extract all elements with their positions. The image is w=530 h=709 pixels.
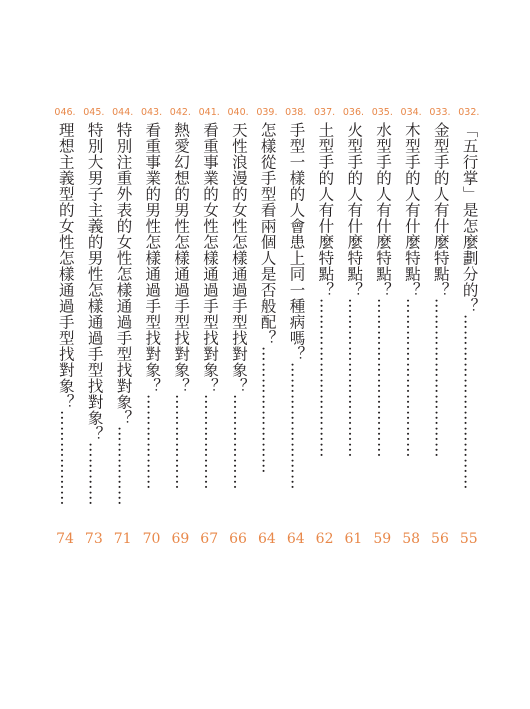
toc-entry-title: 怎樣從手型看兩個人是否般配？……………………: [258, 122, 277, 474]
toc-entry-title: 水型手的人有什麼特點？…………………………: [374, 122, 393, 458]
toc-entry-title: 特別注重外表的女性怎樣通過手型找對象？……………: [114, 122, 133, 506]
toc-entry-number: 036.: [342, 107, 365, 118]
toc-entry-number: 042.: [169, 107, 191, 118]
toc-entry[interactable]: [139, 108, 165, 556]
toc-entry-page-number: 70: [142, 531, 161, 547]
toc-entry-page-number: 61: [344, 531, 363, 547]
toc-entry-page-number: 67: [200, 531, 219, 547]
toc-entry[interactable]: [340, 108, 366, 556]
toc-entry-title: 看重事業的女性怎樣通過手型找對象？………………: [200, 122, 219, 490]
toc-entry[interactable]: [369, 108, 395, 556]
toc-entry[interactable]: [254, 108, 280, 556]
toc-entry-title: 金型手的人有什麼特點？…………………………: [431, 122, 450, 458]
toc-entry-page-number: 64: [286, 531, 305, 547]
toc-entry-page-number: 66: [229, 531, 247, 547]
toc-entry-number: 040.: [227, 107, 249, 118]
toc-entry[interactable]: [52, 108, 78, 556]
toc-entry[interactable]: [81, 108, 107, 556]
toc-entry-page-number: 74: [56, 531, 74, 547]
toc-entry-page-number: 56: [431, 531, 449, 547]
toc-entry-number: 043.: [140, 107, 163, 118]
toc-entry-page-number: 71: [113, 531, 132, 547]
toc-entry[interactable]: [456, 108, 482, 556]
toc-entry-page-number: 62: [315, 531, 334, 547]
toc-entry-title: 火型手的人有什麼特點？…………………………: [345, 122, 364, 458]
toc-entry-number: 032.: [458, 107, 480, 118]
toc-entry[interactable]: [110, 108, 136, 556]
toc-entry-number: 046.: [54, 107, 76, 118]
toc-entry[interactable]: [427, 108, 453, 556]
toc-entry[interactable]: [312, 108, 338, 556]
toc-entry-title: 熱愛幻想的男性怎樣通過手型找對象？………………: [172, 122, 191, 490]
toc-entry[interactable]: [167, 108, 193, 556]
toc-entry-page-number: 58: [402, 531, 421, 547]
toc-entry-number: 034.: [400, 107, 422, 118]
toc-entry-page-number: 73: [84, 531, 103, 547]
toc-entry-number: 038.: [285, 107, 307, 118]
toc-entry-title: 手型一樣的人會患上同一種病嗎？……………………: [287, 122, 306, 490]
toc-entry-title: 「五行掌」是怎麼劃分的？……………………………: [460, 122, 479, 490]
toc-entry[interactable]: [196, 108, 222, 556]
toc-entry-number: 035.: [371, 107, 393, 118]
toc-entry-page-number: 69: [171, 531, 190, 547]
toc-entry-number: 037.: [314, 107, 336, 118]
toc-entry-title: 天性浪漫的女性怎樣通過手型找對象？………………: [229, 122, 248, 490]
toc-entry-number: 045.: [83, 107, 105, 118]
toc-entry-title: 特別大男子主義的男性怎樣通過手型找對象？…………: [85, 122, 104, 506]
toc-entry-title: 理想主義型的女性怎樣通過手型找對象？………………: [56, 122, 75, 506]
toc-entry-page-number: 64: [257, 531, 276, 547]
toc-entry-number: 039.: [256, 107, 278, 118]
table-of-contents: [52, 108, 482, 556]
toc-entry-page-number: 55: [459, 531, 478, 547]
toc-entry[interactable]: [283, 108, 309, 556]
toc-entry-title: 木型手的人有什麼特點？…………………………: [402, 122, 421, 458]
toc-entry-page-number: 59: [373, 531, 392, 547]
toc-entry-number: 041.: [198, 107, 220, 118]
toc-entry[interactable]: [225, 108, 251, 556]
toc-entry[interactable]: [398, 108, 424, 556]
toc-entry-title: 土型手的人有什麼特點？…………………………: [316, 122, 335, 458]
toc-entry-number: 033.: [429, 107, 451, 118]
toc-entry-title: 看重事業的男性怎樣通過手型找對象？………………: [143, 122, 162, 490]
toc-entry-number: 044.: [112, 107, 134, 118]
